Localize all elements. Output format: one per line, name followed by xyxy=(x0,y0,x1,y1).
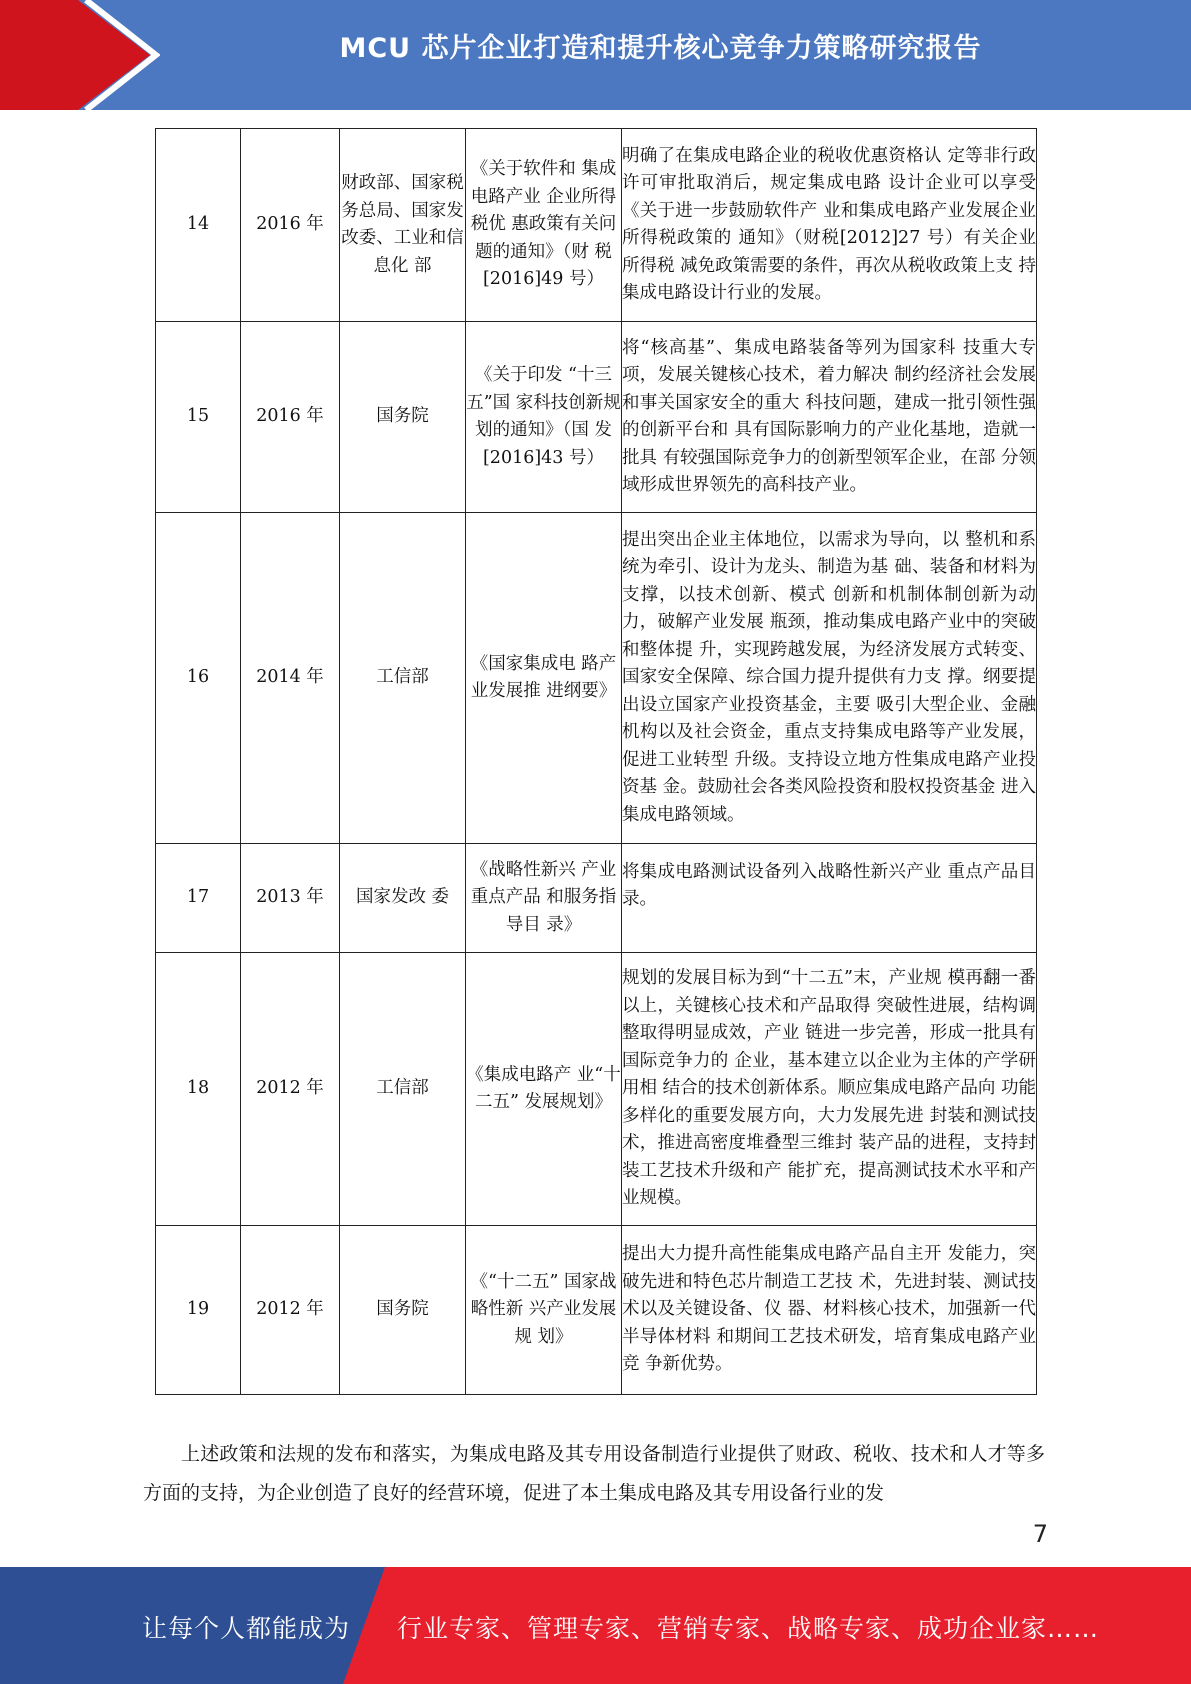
row-year: 2012 年 xyxy=(241,1226,340,1395)
row-year: 2014 年 xyxy=(241,513,340,844)
policy-table xyxy=(155,128,1037,1395)
row-number: 14 xyxy=(156,129,241,322)
row-issuer: 国务院 xyxy=(340,322,466,513)
table-row xyxy=(156,322,1037,513)
row-description: 将集成电路测试设备列入战略性新兴产业 重点产品目录。 xyxy=(622,861,1036,909)
row-description: 提出突出企业主体地位，以需求为导向，以 整机和系统为牵引、设计为龙头、制造为基 础、装备和材料为支撑，以技术创新、模式 创新和机制体制创新为动力，破解产业发展 瓶颈，推动集成电路产业中的突破和整体提 升，实现跨越发展，为经济发展方式转变、 国家安全保障、综合国力提升提供有力支 撑。纲要提出设立国家产业投资基金，主要 吸引大型企业、金融机构以及社会资金，重点支持集成电路等产业发展，促进工业转型 升级。支持设立地方性集成电路产业投资基 金。鼓励社会各类风险投资和股权投资基金 进入集成电路领域。 xyxy=(622,513,1037,844)
row-issuer: 工信部 xyxy=(340,513,466,844)
report-header xyxy=(0,0,1191,110)
table-row xyxy=(156,953,1037,1226)
table-row xyxy=(156,1226,1037,1395)
row-document: 《国家集成电 路产业发展推 进纲要》 xyxy=(466,513,622,844)
row-year: 2016 年 xyxy=(241,322,340,513)
page-number: 7 xyxy=(1032,1520,1048,1548)
row-description: 将“核高基”、集成电路装备等列为国家科 技重大专项，发展关键核心技术，着力解决 制约经济社会发展和事关国家安全的重大 科技问题，建成一批引领性强的创新平台和 具有国际影响力的产业化基地，造就一批具 有较强国际竞争力的创新型领军企业，在部 分领域形成世界领先的高科技产业。 xyxy=(622,322,1037,513)
row-year: 2012 年 xyxy=(241,953,340,1226)
row-year: 2013 年 xyxy=(241,844,340,953)
footer-slogan-left: 让每个人都能成为 xyxy=(142,1614,351,1643)
row-description-cell xyxy=(622,844,1037,953)
row-issuer: 财政部、国家税务总局、国家发改委、工业和信息化 部 xyxy=(340,129,466,322)
row-number: 18 xyxy=(156,953,241,1226)
table-row xyxy=(156,129,1037,322)
row-number: 16 xyxy=(156,513,241,844)
row-issuer: 国务院 xyxy=(340,1226,466,1395)
row-document: 《战略性新兴 产业重点产品 和服务指导目 录》 xyxy=(466,844,622,953)
row-description: 提出大力提升高性能集成电路产品自主开 发能力，突破先进和特色芯片制造工艺技 术，先进封装、测试技术以及关键设备、仪 器、材料核心技术，加强新一代半导体材料 和期间工艺技术研发，培育集成电路产业竞 争新优势。 xyxy=(622,1226,1037,1395)
row-number: 17 xyxy=(156,844,241,953)
row-description: 规划的发展目标为到“十二五”末，产业规 模再翻一番以上，关键核心技术和产品取得 突破性进展，结构调整取得明显成效，产业 链进一步完善，形成一批具有国际竞争力的 企业，基本建立以企业为主体的产学研用相 结合的技术创新体系。顺应集成电路产品向 功能多样化的重要发展方向，大力发展先进 封装和测试技术，推进高密度堆叠型三维封 装产品的进程，支持封装工艺技术升级和产 能扩充，提高测试技术水平和产业规模。 xyxy=(622,953,1037,1226)
red-chevron-logo xyxy=(0,0,160,110)
row-document: 《关于印发 “十三五”国 家科技创新规 划的通知》（国 发[2016]43 号） xyxy=(466,322,622,513)
row-document: 《“十二五” 国家战略性新 兴产业发展规 划》 xyxy=(466,1226,622,1395)
report-title: MCU 芯片企业打造和提升核心竞争力策略研究报告 xyxy=(339,33,982,64)
row-year: 2016 年 xyxy=(241,129,340,322)
row-issuer: 国家发改 委 xyxy=(340,844,466,953)
table-row xyxy=(156,513,1037,844)
row-issuer: 工信部 xyxy=(340,953,466,1226)
body-paragraph: 上述政策和法规的发布和落实，为集成电路及其专用设备制造行业提供了财政、税收、技术和人才等多方面的支持，为企业创造了良好的经营环境，促进了本土集成电路及其专用设备行业的发 xyxy=(143,1443,1045,1504)
report-footer xyxy=(0,1567,1191,1684)
row-number: 15 xyxy=(156,322,241,513)
row-number: 19 xyxy=(156,1226,241,1395)
table-row xyxy=(156,844,1037,953)
footer-slogan-right: 行业专家、管理专家、营销专家、战略专家、成功企业家…… xyxy=(397,1614,1100,1643)
row-description: 明确了在集成电路企业的税收优惠资格认 定等非行政许可审批取消后，规定集成电路 设计企业可以享受《关于进一步鼓励软件产 业和集成电路产业发展企业所得税政策的 通知》（财税[2012]27 号）有关企业所得税 减免政策需要的条件，再次从税收政策上支 持集成电路设计行业的发展。 xyxy=(622,129,1037,322)
row-document: 《关于软件和 集成电路产业 企业所得税优 惠政策有关问 题的通知》（财 税[2016]49 号） xyxy=(466,129,622,322)
row-document: 《集成电路产 业“十二五” 发展规划》 xyxy=(466,953,622,1226)
